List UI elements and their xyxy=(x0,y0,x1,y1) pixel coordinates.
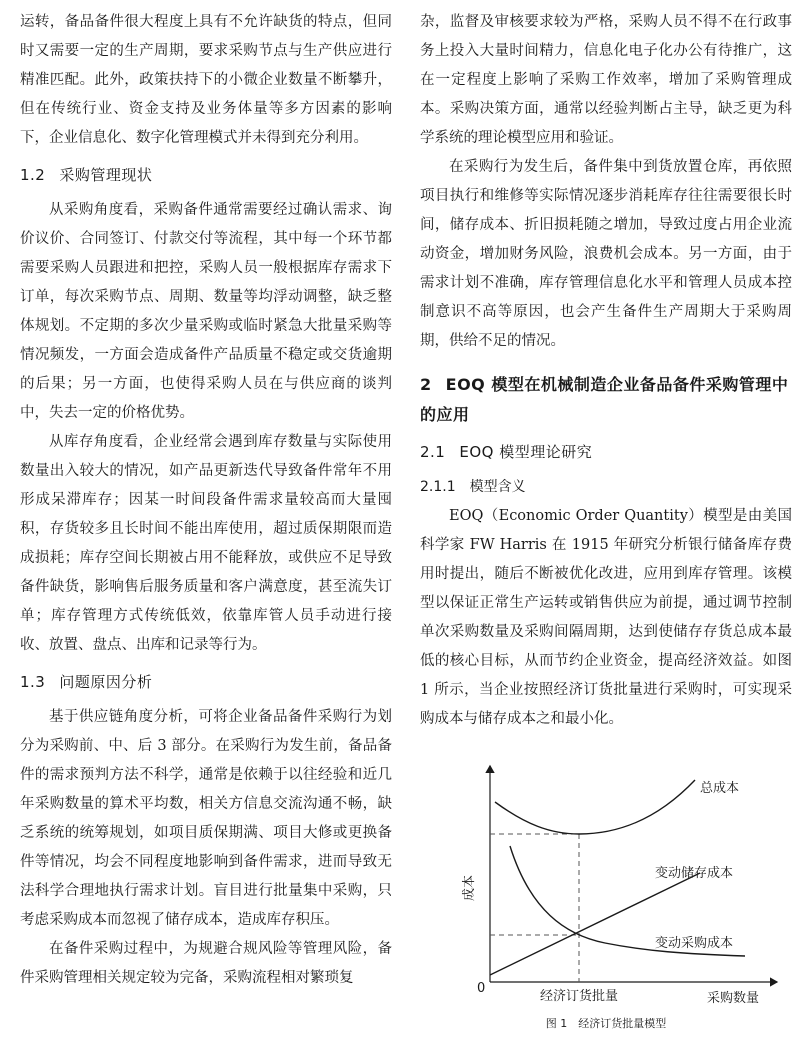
section-number: 2 xyxy=(420,375,432,394)
paragraph: 在备件采购过程中，为规避合规风险等管理风险，备件采购管理相关规定较为完备，采购流程相对繁琐复 xyxy=(20,941,392,986)
section-title: 模型含义 xyxy=(469,479,526,495)
section-title: EOQ 模型在机械制造企业备品备件采购管理中的应用 xyxy=(420,375,789,424)
eoq-diagram xyxy=(455,760,785,1015)
section-title: EOQ 模型理论研究 xyxy=(459,443,593,461)
x-axis-label: 采购数量 xyxy=(706,991,760,1006)
holding-cost-label: 变动储存成本 xyxy=(655,866,734,881)
section-heading-1-2 xyxy=(20,161,392,190)
section-number: 2.1 xyxy=(420,443,446,461)
paragraph: 在采购行为发生后，备件集中到货放置仓库，再依照项目执行和维修等实际情况逐步消耗库存往往需要很长时间，储存成本、折旧损耗随之增加，导致过度占用企业流动资金，增加财务风险，浪费机会成本。另一方面，由于需求计划不准确，库存管理信息化水平和管理人员成本控制意识不高等原因，也会产生备件生产周期大于采购周期，供给不足的情况。 xyxy=(420,159,792,349)
paragraph: EOQ（Economic Order Quantity）模型是由美国科学家 FW Harris 在 1915 年研究分析银行储备库存费用时提出，随后不断被优化改进，应用到库存管理。该模型以保证正常生产运转或销售供应为前提，通过调节控制单次采购数量及采购间隔周期，达到使储存存货总成本最低的核心目标，从而节约企业资金，提高经济效益。如图 1 所示，当企业按照经济订货批量进行采购时，可实现采购成本与储存成本之和最小化。 xyxy=(420,508,792,727)
section-heading-2-1-1 xyxy=(420,473,792,502)
eoq-label: 经济订货批量 xyxy=(539,989,619,1004)
figure-caption: 图 1 经济订货批量模型 xyxy=(545,1017,667,1030)
paragraph: 从库存角度看，企业经常会遇到库存数量与实际使用数量出入较大的情况，如产品更新迭代导致备件常年不用形成呆滞库存；因某一时间段备件需求量较高而大量囤积，存货较多且长时间不能出库使用，超过质保期限而造成损耗；库存空间长期被占用不能释放，或供应不足导致备件缺货，影响售后服务质量和客户满意度，甚至流失订单；库存管理方式传统低效，依靠库管人员手动进行接收、放置、盘点、出库和记录等行为。 xyxy=(20,434,392,653)
section-title: 采购管理现状 xyxy=(59,166,153,184)
ordering-cost-line xyxy=(490,873,700,975)
section-heading-1-3 xyxy=(20,668,392,697)
paragraph: 从采购角度看，采购备件通常需要经过确认需求、询价议价、合同签订、付款交付等流程，其中每一个环节都需要采购人员跟进和把控，采购人员一般根据库存需求下订单，每次采购节点、周期、数量等均浮动调整，缺乏整体规划。不定期的多次少量采购或临时紧急大批量采购等情况频发，一方面会造成备件产品质量不稳定或交货逾期的后果；另一方面，也使得采购人员在与供应商的谈判中，失去一定的价格优势。 xyxy=(20,202,392,421)
section-heading-2-1 xyxy=(420,438,792,467)
section-heading-2 xyxy=(420,370,792,430)
section-number: 2.1.1 xyxy=(420,479,456,495)
section-title: 问题原因分析 xyxy=(59,673,153,691)
origin-label: 0 xyxy=(477,981,486,996)
section-number: 1.3 xyxy=(20,673,46,691)
right-column xyxy=(420,8,792,734)
paragraph: 运转，备品备件很大程度上具有不允许缺货的特点，但同时又需要一定的生产周期，要求采购节点与生产供应进行精准匹配。此外，政策扶持下的小微企业数量不断攀升，但在传统行业、资金支持及业务体量等多方因素的影响下，企业信息化、数字化管理模式并未得到充分利用。 xyxy=(20,14,392,146)
eoq-figure xyxy=(455,760,785,1035)
ordering-cost-label: 变动采购成本 xyxy=(655,936,734,951)
section-number: 1.2 xyxy=(20,166,46,184)
left-column xyxy=(20,8,392,993)
paragraph: 基于供应链角度分析，可将企业备品备件采购行为划分为采购前、中、后 3 部分。在采购行为发生前，备品备件的需求预判方法不科学，通常是依赖于以往经验和近几年采购数量的算术平均数，相关方信息交流沟通不畅，缺乏系统的统筹规划，如项目质保期满、项目大修或更换备件等情况，均会不同程度地影响到备件需求，进而导致无法科学合理地执行需求计划。盲目进行批量集中采购，只考虑采购成本而忽视了储存成本，造成库存积压。 xyxy=(20,709,392,928)
paragraph: 杂，监督及审核要求较为严格，采购人员不得不在行政事务上投入大量时间精力，信息化电子化办公有待推广，这在一定程度上影响了采购工作效率，增加了采购管理成本。采购决策方面，通常以经验判断占主导，缺乏更为科学系统的理论模型应用和验证。 xyxy=(420,14,792,146)
total-cost-curve xyxy=(495,780,695,834)
total-cost-label: 总成本 xyxy=(700,781,740,796)
y-axis-label: 成本 xyxy=(462,874,477,902)
